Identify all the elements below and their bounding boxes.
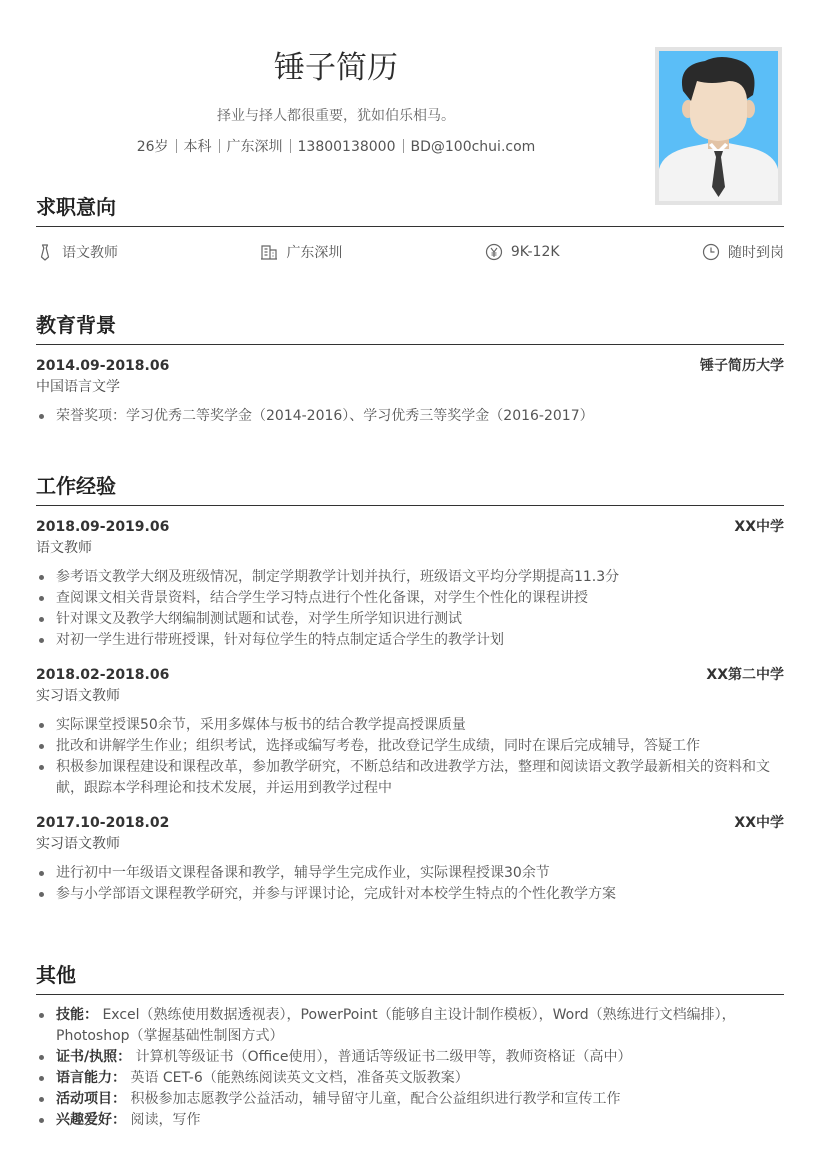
entry-header	[36, 356, 784, 376]
other-section	[36, 961, 784, 1131]
intent-availability-text: 随时到岗	[727, 245, 784, 261]
basic-info-line	[36, 136, 636, 158]
other-list	[36, 1005, 784, 1131]
intent-position	[36, 241, 118, 263]
work-entry	[36, 813, 784, 905]
section-title: 工作经验	[36, 472, 784, 506]
info-divider	[290, 139, 291, 153]
list-item: 批改和讲解学生作业；组织考试，选择或编写考卷，批改登记学生成绩，同时在课后完成辅导，答疑工作	[36, 736, 784, 757]
info-divider	[403, 139, 404, 153]
item-label: 兴趣爱好：	[56, 1112, 126, 1128]
job-intent-section	[36, 193, 784, 263]
resume-header	[36, 44, 636, 158]
list-item	[36, 1005, 784, 1047]
list-item: 实际课堂授课50余节，采用多媒体与板书的结合教学提高授课质量	[36, 715, 784, 736]
info-divider	[176, 139, 177, 153]
entry-date: 2014.09-2018.06	[36, 358, 170, 374]
entry-org: 锤子简历大学	[700, 358, 784, 374]
work-section	[36, 472, 784, 905]
list-item: 针对课文及教学大纲编制测试题和试卷，对学生所学知识进行测试	[36, 609, 784, 630]
entry-header	[36, 665, 784, 685]
intent-position-text: 语文教师	[62, 245, 118, 261]
list-item: 对初一学生进行带班授课，针对每位学生的特点制定适合学生的教学计划	[36, 630, 784, 651]
info-phone: 13800138000	[297, 139, 396, 155]
entry-org: XX中学	[734, 815, 784, 831]
building-icon	[260, 243, 278, 261]
info-location: 广东深圳	[226, 139, 283, 155]
section-title: 其他	[36, 961, 784, 995]
list-item: 参考语文教学大纲及班级情况，制定学期教学计划并执行，班级语文平均分学期提高11.3分	[36, 567, 784, 588]
item-text: 计算机等级证书（Office使用），普通话等级证书二级甲等，教师资格证（高中）	[135, 1049, 632, 1065]
list-item: 参与小学部语文课程教学研究，并参与评课讨论，完成针对本校学生特点的个性化教学方案	[36, 884, 784, 905]
list-item: 进行初中一年级语文课程备课和教学，辅导学生完成作业，实际课程授课30余节	[36, 863, 784, 884]
work-entry	[36, 665, 784, 799]
education-section	[36, 311, 784, 427]
entry-date: 2017.10-2018.02	[36, 815, 170, 831]
list-item: 荣誉奖项：学习优秀二等奖学金（2014-2016）、学习优秀三等奖学金（2016-2017）	[36, 406, 784, 427]
item-text: 积极参加志愿教学公益活动，辅导留守儿童，配合公益组织进行教学和宣传工作	[130, 1091, 621, 1107]
entry-role: 实习语文教师	[36, 836, 120, 852]
intent-salary-text: 9K-12K	[510, 244, 560, 260]
info-email: BD@100chui.com	[410, 139, 536, 155]
info-age: 26岁	[136, 139, 169, 155]
education-entry	[36, 356, 784, 427]
entry-header	[36, 517, 784, 537]
intent-salary	[485, 241, 560, 263]
intent-city	[260, 241, 342, 263]
item-text: Excel（熟练使用数据透视表），PowerPoint（能够自主设计制作模板），Word（熟练进行文档编排），Photoshop（掌握基础性制图方式）	[56, 1007, 736, 1044]
item-label: 活动项目：	[56, 1091, 126, 1107]
yen-icon	[485, 243, 503, 261]
info-degree: 本科	[183, 139, 212, 155]
entry-org: XX中学	[734, 519, 784, 535]
avatar-illustration	[659, 51, 778, 201]
work-entry	[36, 517, 784, 651]
info-divider	[219, 139, 220, 153]
entry-role: 实习语文教师	[36, 688, 120, 704]
entry-role: 语文教师	[36, 540, 92, 556]
list-item: 查阅课文相关背景资料，结合学生学习特点进行个性化备课，对学生个性化的课程讲授	[36, 588, 784, 609]
resume-name: 锤子简历	[274, 50, 398, 86]
intent-row	[36, 241, 784, 263]
list-item	[36, 1068, 784, 1089]
list-item	[36, 1047, 784, 1068]
entry-major: 中国语言文学	[36, 379, 120, 395]
list-item	[36, 1089, 784, 1110]
entry-date: 2018.09-2019.06	[36, 519, 170, 535]
entry-bullets	[36, 567, 784, 651]
entry-header	[36, 813, 784, 833]
entry-bullets	[36, 406, 784, 427]
entry-date: 2018.02-2018.06	[36, 667, 170, 683]
profile-photo	[655, 47, 782, 205]
entry-org: XX第二中学	[706, 667, 784, 683]
clock-icon	[702, 243, 720, 261]
avatar-icon	[659, 51, 778, 201]
item-text: 英语 CET-6（能熟练阅读英文文档，准备英文版教案）	[130, 1070, 469, 1086]
intent-city-text: 广东深圳	[286, 245, 343, 261]
entry-bullets	[36, 715, 784, 799]
item-label: 语言能力：	[56, 1070, 126, 1086]
list-item: 积极参加课程建设和课程改革，参加教学研究，不断总结和改进教学方法，整理和阅读语文教学最新相关的资料和文献，跟踪本学科理论和技术发展，并运用到教学过程中	[36, 757, 784, 799]
item-label: 技能：	[56, 1007, 98, 1023]
section-title: 教育背景	[36, 311, 784, 345]
section-title: 求职意向	[36, 193, 784, 227]
item-text: 阅读，写作	[130, 1112, 201, 1128]
resume-motto: 择业与择人都很重要，犹如伯乐相马。	[217, 108, 455, 124]
entry-bullets	[36, 863, 784, 905]
list-item	[36, 1110, 784, 1131]
item-label: 证书/执照：	[56, 1049, 132, 1065]
intent-availability	[702, 241, 784, 263]
tie-icon	[36, 243, 54, 261]
